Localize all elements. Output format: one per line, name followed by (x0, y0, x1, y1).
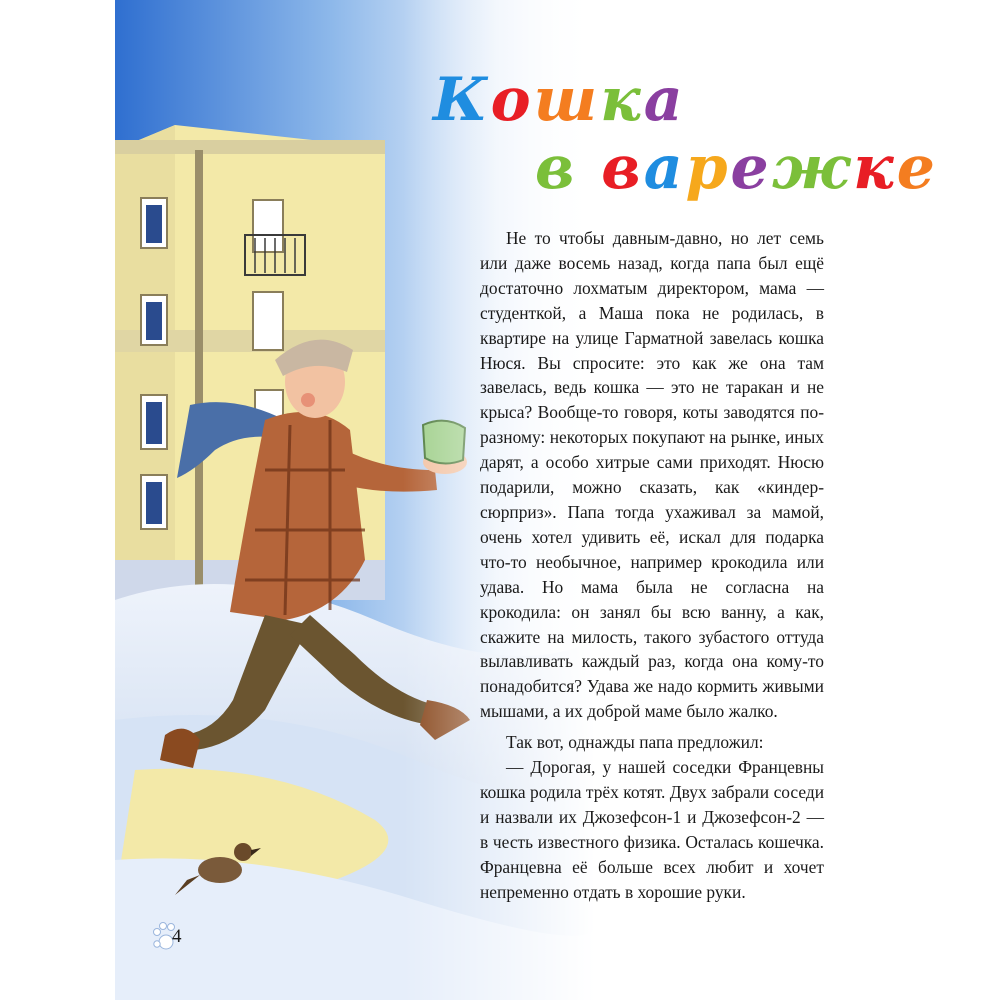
title-letter: а (643, 65, 686, 135)
title-letter: о (490, 65, 534, 135)
paragraph: — Дорогая, у нашей соседки Францевны кошка родила трёх котят. Двух забрали соседи и назвали их Джозефсон-1 и Джозефсон-2 — в честь известного физика. Осталась кошечка. Францевна её больше всех любит и хочет непременно отдать в хорошие руки. (480, 757, 824, 902)
title-letter: в (601, 133, 644, 203)
title-letter: а (643, 133, 686, 203)
chapter-title-line-2 (535, 133, 938, 203)
title-letter: е (730, 133, 772, 203)
paragraph: Так вот, однажды папа предложил: (506, 732, 764, 753)
title-letter: к (600, 65, 644, 135)
title-letter: ш (533, 65, 601, 135)
chapter-title-line-1 (433, 65, 686, 135)
chapter-title (425, 65, 938, 203)
title-letter: в (535, 133, 578, 203)
title-letter: к (853, 133, 897, 203)
page-margin (0, 0, 115, 1000)
page-number (152, 918, 194, 956)
body-text (480, 226, 824, 904)
title-letter (577, 138, 601, 198)
title-letter: ж (771, 133, 854, 203)
paragraph: Не то чтобы давным-давно, но лет семь или даже восемь назад, когда папа был ещё достаточно лохматым директором, мама — студенткой, а Маша пока не родилась, в квартире на улице Гарматной завелась кошка Нюся. Вы спросите: это как же она там завелась, ведь кошка — это не таракан и не крыса? Вообще-то говоря, коты заводятся по-разному: некоторых покупают на рынке, иных дарят, а особо хитрые сами приходят. Нюсю подарили, можно сказать, как «киндер-сюрприз». Папа тогда ухаживал за мамой, очень хотел удивить её, искал для подарка что-то необычное, например крокодила или удава. Но мама была не согласна на крокодила: он занял бы всю ванну, а как, скажите на милость, такого зубастого оттуда вылавливать каждый раз, когда она кому-то понадобится? Удава же надо кормить живыми мышами, а их доброй маме было жалко. (480, 228, 824, 722)
page-number-text: 4 (172, 926, 182, 947)
title-letter: е (896, 133, 938, 203)
title-letter: К (433, 65, 491, 135)
title-letter: р (685, 133, 731, 203)
